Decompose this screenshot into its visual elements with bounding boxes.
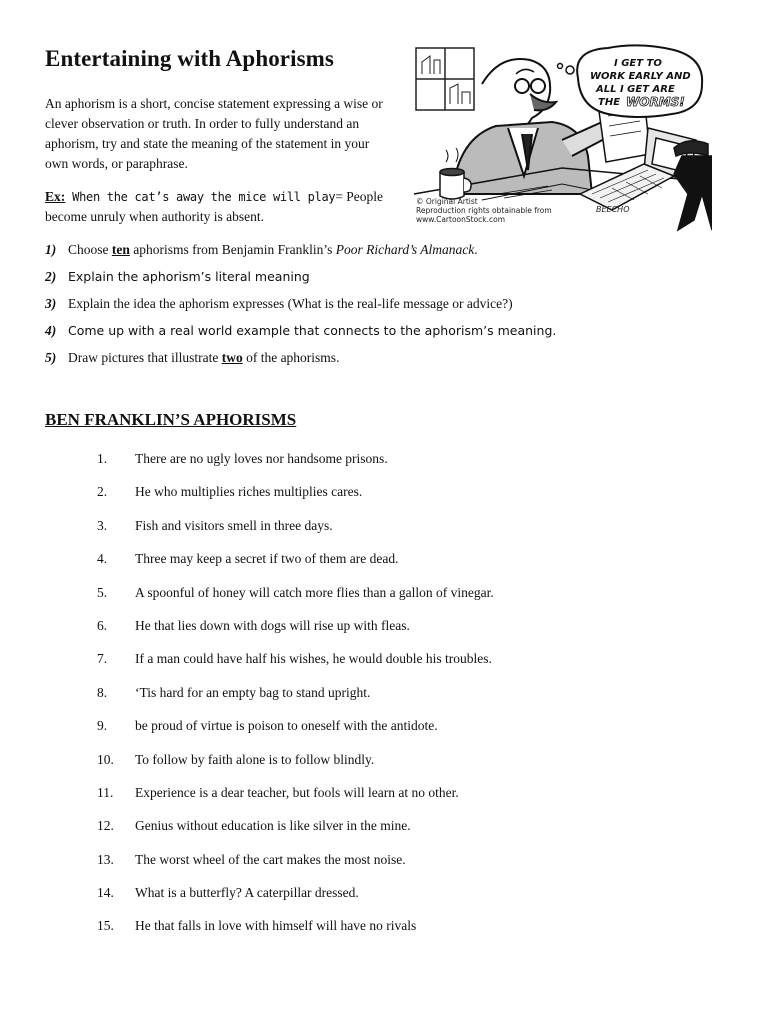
aphorism-number: 12. (97, 818, 114, 834)
credit-line-1: © Original Artist (416, 197, 478, 206)
aphorism-text: What is a butterfly? A caterpillar dressed. (135, 885, 359, 901)
aphorism-number: 11. (97, 784, 114, 800)
task-text: . (474, 242, 478, 257)
task-text: Choose (68, 242, 112, 257)
aphorism-text: ‘Tis hard for an empty bag to stand upright. (135, 684, 371, 700)
task-item (45, 267, 745, 294)
aphorism-item (97, 916, 737, 949)
speech-line-2: WORK EARLY AND (590, 71, 691, 82)
book-title: Poor Richard’s Almanack (335, 242, 475, 257)
task-text: of the aphorisms. (242, 350, 340, 365)
task-number: 4) (45, 323, 57, 338)
task-emphasis: ten (111, 242, 130, 257)
aphorism-text: Fish and visitors smell in three days. (135, 517, 333, 533)
aphorism-item (97, 616, 737, 649)
aphorism-item (97, 516, 737, 549)
credit-line-2: Reproduction rights obtainable from (416, 206, 552, 215)
aphorism-number: 13. (97, 851, 114, 867)
aphorism-text: He that lies down with dogs will rise up with fleas. (135, 617, 410, 633)
aphorism-number: 3. (97, 517, 108, 533)
task-text: aphorisms from Benjamin Franklin’s (129, 242, 336, 257)
aphorism-item (97, 449, 737, 482)
aphorism-number: 5. (97, 584, 108, 600)
aphorism-text: A spoonful of honey will catch more flies than a gallon of vinegar. (135, 584, 494, 600)
aphorism-number: 10. (97, 751, 114, 767)
aphorism-item (97, 883, 737, 916)
task-number: 3) (45, 296, 57, 311)
aphorism-text: Genius without education is like silver in the mine. (135, 818, 411, 834)
aphorism-number: 15. (97, 918, 114, 934)
aphorism-text: The worst wheel of the cart makes the most noise. (135, 851, 406, 867)
aphorism-item (97, 683, 737, 716)
task-item (45, 321, 745, 348)
aphorism-item (97, 850, 737, 883)
aphorism-text: There are no ugly loves nor handsome prisons. (135, 451, 388, 466)
aphorism-item (97, 482, 737, 515)
aphorism-number: 4. (97, 551, 108, 567)
aphorism-number: 14. (97, 885, 114, 901)
aphorism-item (97, 649, 737, 682)
task-item (45, 240, 745, 267)
task-text: Come up with a real world example that connects to the aphorism’s meaning. (68, 323, 557, 338)
intro-paragraph: An aphorism is a short, concise statement expressing a wise or clever observation or truth. In order to fully understand an aphorism, try and state the meaning of the statement in your own words, or paraphrase. (45, 96, 383, 171)
aphorism-item (97, 783, 737, 816)
aphorism-number: 8. (97, 684, 108, 700)
section-heading: BEN FRANKLIN’S APHORISMS (45, 410, 297, 429)
aphorism-text: Experience is a dear teacher, but fools will learn at no other. (135, 784, 459, 800)
speech-bubble (558, 45, 703, 117)
aphorism-text: Three may keep a secret if two of them are dead. (135, 551, 399, 567)
example-phrase: When the cat’s away the mice will play (65, 190, 336, 204)
task-list (45, 240, 745, 375)
aphorism-text: To follow by faith alone is to follow blindly. (135, 751, 375, 767)
aphorism-item (97, 816, 737, 849)
task-item (45, 348, 745, 375)
credit-line-3: www.CartoonStock.com (416, 215, 506, 224)
aphorism-item (97, 549, 737, 582)
aphorism-number: 2. (97, 484, 108, 500)
artist-signature: BEECHO (596, 205, 630, 214)
task-emphasis: two (221, 350, 243, 365)
aphorism-number: 6. (97, 617, 108, 633)
aphorism-number: 7. (97, 651, 108, 667)
aphorism-text: He that falls in love with himself will have no rivals (135, 918, 417, 934)
task-text: Explain the aphorism’s literal meaning (68, 269, 310, 284)
aphorism-number: 1. (97, 451, 108, 466)
task-number: 1) (45, 242, 57, 257)
aphorism-text: He who multiplies riches multiplies cares. (135, 484, 363, 500)
page-title: Entertaining with Aphorisms (45, 46, 334, 71)
aphorism-text: If a man could have half his wishes, he would double his troubles. (135, 651, 492, 667)
task-number: 5) (45, 350, 57, 365)
aphorism-item (97, 716, 737, 749)
aphorism-number: 9. (97, 718, 108, 734)
task-item (45, 294, 745, 321)
speech-line-4: THE (598, 97, 621, 108)
example-paraphrase: = People become unruly when authority is absent. (45, 189, 384, 224)
aphorism-text: be proud of virtue is poison to oneself with the antidote. (135, 718, 438, 734)
task-number: 2) (45, 269, 57, 284)
copyright-credit (416, 197, 596, 224)
speech-emphasis-worms: WORMS! (626, 95, 685, 109)
aphorism-item (97, 750, 737, 783)
task-text: Draw pictures that illustrate (68, 350, 222, 365)
aphorism-list (97, 449, 737, 950)
aphorism-item (97, 583, 737, 616)
speech-line-3: ALL I GET ARE (596, 84, 675, 95)
speech-line-1: I GET TO (614, 58, 662, 69)
example-label: Ex: (45, 189, 66, 204)
task-text: Explain the idea the aphorism expresses (What is the real-life message or advice?) (68, 296, 513, 311)
window-frame-icon (416, 48, 474, 110)
example-paragraph (45, 187, 395, 226)
